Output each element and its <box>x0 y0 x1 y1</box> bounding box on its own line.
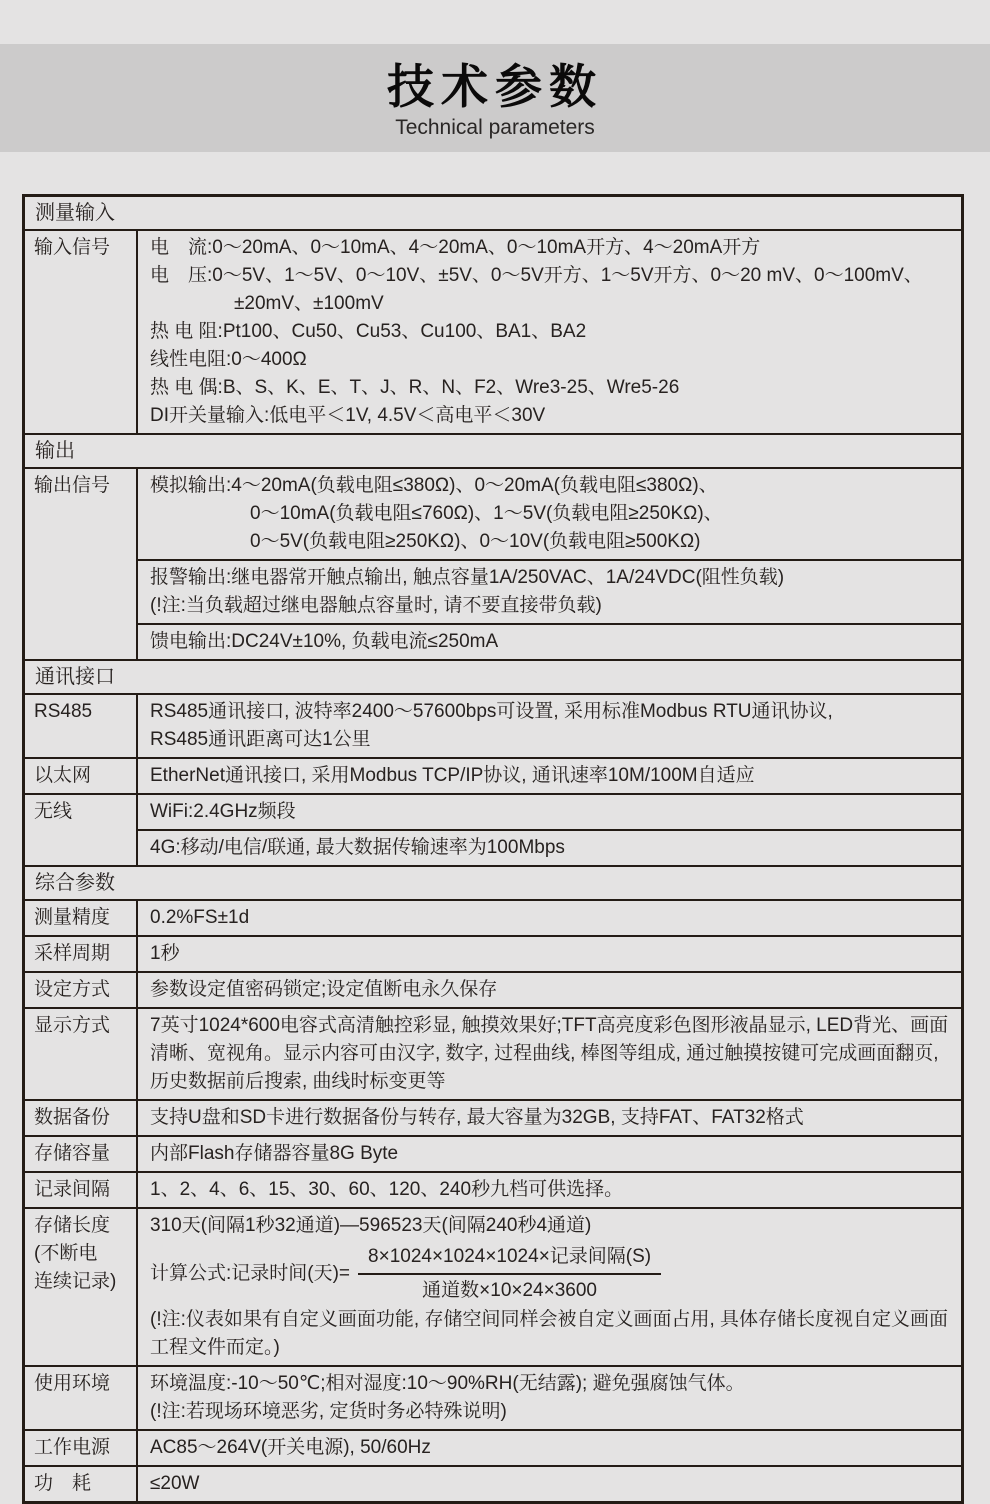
param-subcell <box>138 559 961 623</box>
param-row-显示方式 <box>25 1007 961 1099</box>
param-label-line: 显示方式 <box>34 1015 111 1036</box>
param-row-无线 <box>25 793 961 865</box>
spec-line: DI开关量输入:低电平＜1V, 4.5V＜高电平＜30V <box>150 405 546 426</box>
spec-line: 参数设定值密码锁定;设定值断电永久保存 <box>150 979 498 1000</box>
param-content <box>138 231 961 433</box>
param-label <box>25 695 138 757</box>
spec-line: 热 电 阻:Pt100、Cu50、Cu53、Cu100、BA1、BA2 <box>150 321 587 342</box>
spec-line: WiFi:2.4GHz频段 <box>150 801 296 822</box>
page-subtitle: Technical parameters <box>395 116 595 139</box>
spec-line: AC85～264V(开关电源), 50/60Hz <box>150 1437 431 1458</box>
param-row-存储长度 <box>25 1207 961 1365</box>
spec-line: 0.2%FS±1d <box>150 907 250 928</box>
param-content <box>138 973 961 1007</box>
param-subcell <box>138 695 961 757</box>
spec-line: 内部Flash存储器容量8G Byte <box>150 1143 399 1164</box>
param-label-line: 记录间隔 <box>34 1179 111 1200</box>
section-row-综合参数: 综合参数 <box>25 865 961 899</box>
param-label-line: 数据备份 <box>34 1107 111 1128</box>
param-label <box>25 795 138 865</box>
spec-table <box>22 194 964 1504</box>
formula-denominator: 通道数×10×24×3600 <box>422 1280 597 1301</box>
param-row-存储容量 <box>25 1135 961 1171</box>
spec-line: ±20mV、±100mV <box>234 293 384 314</box>
param-content <box>138 901 961 935</box>
param-label-line: 测量精度 <box>34 907 111 928</box>
param-subcell <box>138 1101 961 1135</box>
spec-line: 4G:移动/电信/联通, 最大数据传输速率为100Mbps <box>150 837 565 858</box>
param-subcell <box>138 1467 961 1501</box>
param-row-数据备份 <box>25 1099 961 1135</box>
param-label <box>25 1101 138 1135</box>
formula-numerator: 8×1024×1024×1024×记录间隔(S) <box>358 1244 661 1275</box>
param-row-测量精度 <box>25 899 961 935</box>
param-subcell <box>138 1431 961 1465</box>
param-content <box>138 1137 961 1171</box>
param-label <box>25 469 138 659</box>
param-label-line: (不断电 <box>34 1243 98 1264</box>
param-label-line: 连续记录) <box>34 1271 117 1292</box>
spec-line: 报警输出:继电器常开触点输出, 触点容量1A/250VAC、1A/24VDC(阻性负载) <box>150 567 785 588</box>
param-content <box>138 1009 961 1099</box>
spec-line: 馈电输出:DC24V±10%, 负载电流≤250mA <box>150 631 499 652</box>
param-row-RS485 <box>25 693 961 757</box>
param-subcell <box>138 1173 961 1207</box>
spec-line: 0～10mA(负载电阻≤760Ω)、1～5V(负载电阻≥250KΩ)、 <box>250 503 723 524</box>
spec-line: 热 电 偶:B、S、K、E、T、J、R、N、F2、Wre3-25、Wre5-26 <box>150 377 680 398</box>
param-label <box>25 759 138 793</box>
param-label <box>25 1367 138 1429</box>
fraction <box>358 1244 661 1304</box>
page-header <box>0 56 990 140</box>
param-subcell <box>138 829 961 865</box>
spec-line: 电 流:0～20mA、0～10mA、4～20mA、0～10mA开方、4～20mA开方 <box>150 237 761 258</box>
spec-line: 1、2、4、6、15、30、60、120、240秒九档可供选择。 <box>150 1179 624 1200</box>
param-label-line: 功 耗 <box>34 1473 92 1494</box>
param-row-输入信号 <box>25 229 961 433</box>
spec-line: 310天(间隔1秒32通道)—596523天(间隔240秒4通道) <box>150 1215 592 1236</box>
section-row-输出: 输出 <box>25 433 961 467</box>
param-label-line: 以太网 <box>34 765 92 786</box>
param-subcell <box>138 937 961 971</box>
spec-line: 电 压:0～5V、1～5V、0～10V、±5V、0～5V开方、1～5V开方、0～20 mV、0～100mV、 <box>150 265 923 286</box>
param-label-line: 设定方式 <box>34 979 111 1000</box>
param-label-line: RS485 <box>34 701 93 722</box>
param-content <box>138 1101 961 1135</box>
param-content <box>138 759 961 793</box>
spec-line: (!注:仪表如果有自定义画面功能, 存储空间同样会被自定义画面占用, 具体存储长度视自定义画面工程文件而定。) <box>150 1309 949 1358</box>
param-subcell <box>138 231 961 433</box>
spec-line: 环境温度:-10～50℃;相对湿度:10～90%RH(无结露); 避免强腐蚀气体。 <box>150 1373 745 1394</box>
param-label <box>25 1209 138 1365</box>
param-label <box>25 1009 138 1099</box>
section-row-测量输入: 测量输入 <box>35 202 115 224</box>
param-content <box>138 695 961 757</box>
param-subcell <box>138 795 961 829</box>
param-row-输出信号 <box>25 467 961 659</box>
spec-line: 7英寸1024*600电容式高清触控彩显, 触摸效果好;TFT高亮度彩色图形液晶显示, LED背光、画面清晰、宽视角。显示内容可由汉字, 数字, 过程曲线, 棒图等组成, 通过触摸按键可完成画面翻页, 历史数据前后搜索, 曲线时标变更等 <box>150 1015 949 1092</box>
param-label-line: 输入信号 <box>34 237 111 258</box>
param-label-line: 采样周期 <box>34 943 111 964</box>
param-label-line: 输出信号 <box>34 475 111 496</box>
spec-line: RS485通讯接口, 波特率2400～57600bps可设置, 采用标准Modbus RTU通讯协议, <box>150 701 833 722</box>
param-row-记录间隔 <box>25 1171 961 1207</box>
param-row-工作电源 <box>25 1429 961 1465</box>
section-row-通讯接口: 通讯接口 <box>25 659 961 693</box>
param-row-设定方式 <box>25 971 961 1007</box>
param-subcell <box>138 623 961 659</box>
param-row-采样周期 <box>25 935 961 971</box>
spec-line: EtherNet通讯接口, 采用Modbus TCP/IP协议, 通讯速率10M/100M自适应 <box>150 765 755 786</box>
param-content <box>138 1173 961 1207</box>
param-label <box>25 1431 138 1465</box>
param-content <box>138 937 961 971</box>
param-subcell <box>138 1209 961 1365</box>
param-subcell <box>138 759 961 793</box>
page-title: 技术参数 <box>387 60 603 113</box>
param-row-以太网 <box>25 757 961 793</box>
formula-prefix: 计算公式:记录时间(天)= <box>150 1263 351 1284</box>
spec-line: 支持U盘和SD卡进行数据备份与转存, 最大容量为32GB, 支持FAT、FAT32格式 <box>150 1107 804 1128</box>
param-label-line: 工作电源 <box>34 1437 111 1458</box>
param-label <box>25 1173 138 1207</box>
param-subcell <box>138 1137 961 1171</box>
param-label-line: 使用环境 <box>34 1373 111 1394</box>
spec-line: 1秒 <box>150 943 180 964</box>
param-content <box>138 795 961 865</box>
param-subcell <box>138 1367 961 1429</box>
param-content <box>138 1209 961 1365</box>
param-label <box>25 1467 138 1501</box>
param-content <box>138 1367 961 1429</box>
spec-line: RS485通讯距离可达1公里 <box>150 729 371 750</box>
param-row-功 耗 <box>25 1465 961 1501</box>
param-label-line: 存储长度 <box>34 1215 111 1236</box>
param-label <box>25 973 138 1007</box>
param-label-line: 存储容量 <box>34 1143 111 1164</box>
spec-line: 线性电阻:0～400Ω <box>150 349 307 370</box>
param-subcell <box>138 973 961 1007</box>
param-label <box>25 901 138 935</box>
param-subcell <box>138 469 961 559</box>
spec-line: (!注:当负载超过继电器触点容量时, 请不要直接带负载) <box>150 595 602 616</box>
param-row-使用环境 <box>25 1365 961 1429</box>
param-label <box>25 231 138 433</box>
param-label-line: 无线 <box>34 801 73 822</box>
spec-line: ≤20W <box>150 1473 200 1494</box>
formula-row <box>150 1244 953 1304</box>
spec-line: (!注:若现场环境恶劣, 定货时务必特殊说明) <box>150 1401 507 1422</box>
spec-line: 模拟输出:4～20mA(负载电阻≤380Ω)、0～20mA(负载电阻≤380Ω)、 <box>150 475 718 496</box>
param-label <box>25 937 138 971</box>
param-content <box>138 1431 961 1465</box>
param-content <box>138 469 961 659</box>
param-content <box>138 1467 961 1501</box>
param-label <box>25 1137 138 1171</box>
param-subcell <box>138 1009 961 1099</box>
param-subcell <box>138 901 961 935</box>
spec-line: 0～5V(负载电阻≥250KΩ)、0～10V(负载电阻≥500KΩ) <box>250 531 701 552</box>
